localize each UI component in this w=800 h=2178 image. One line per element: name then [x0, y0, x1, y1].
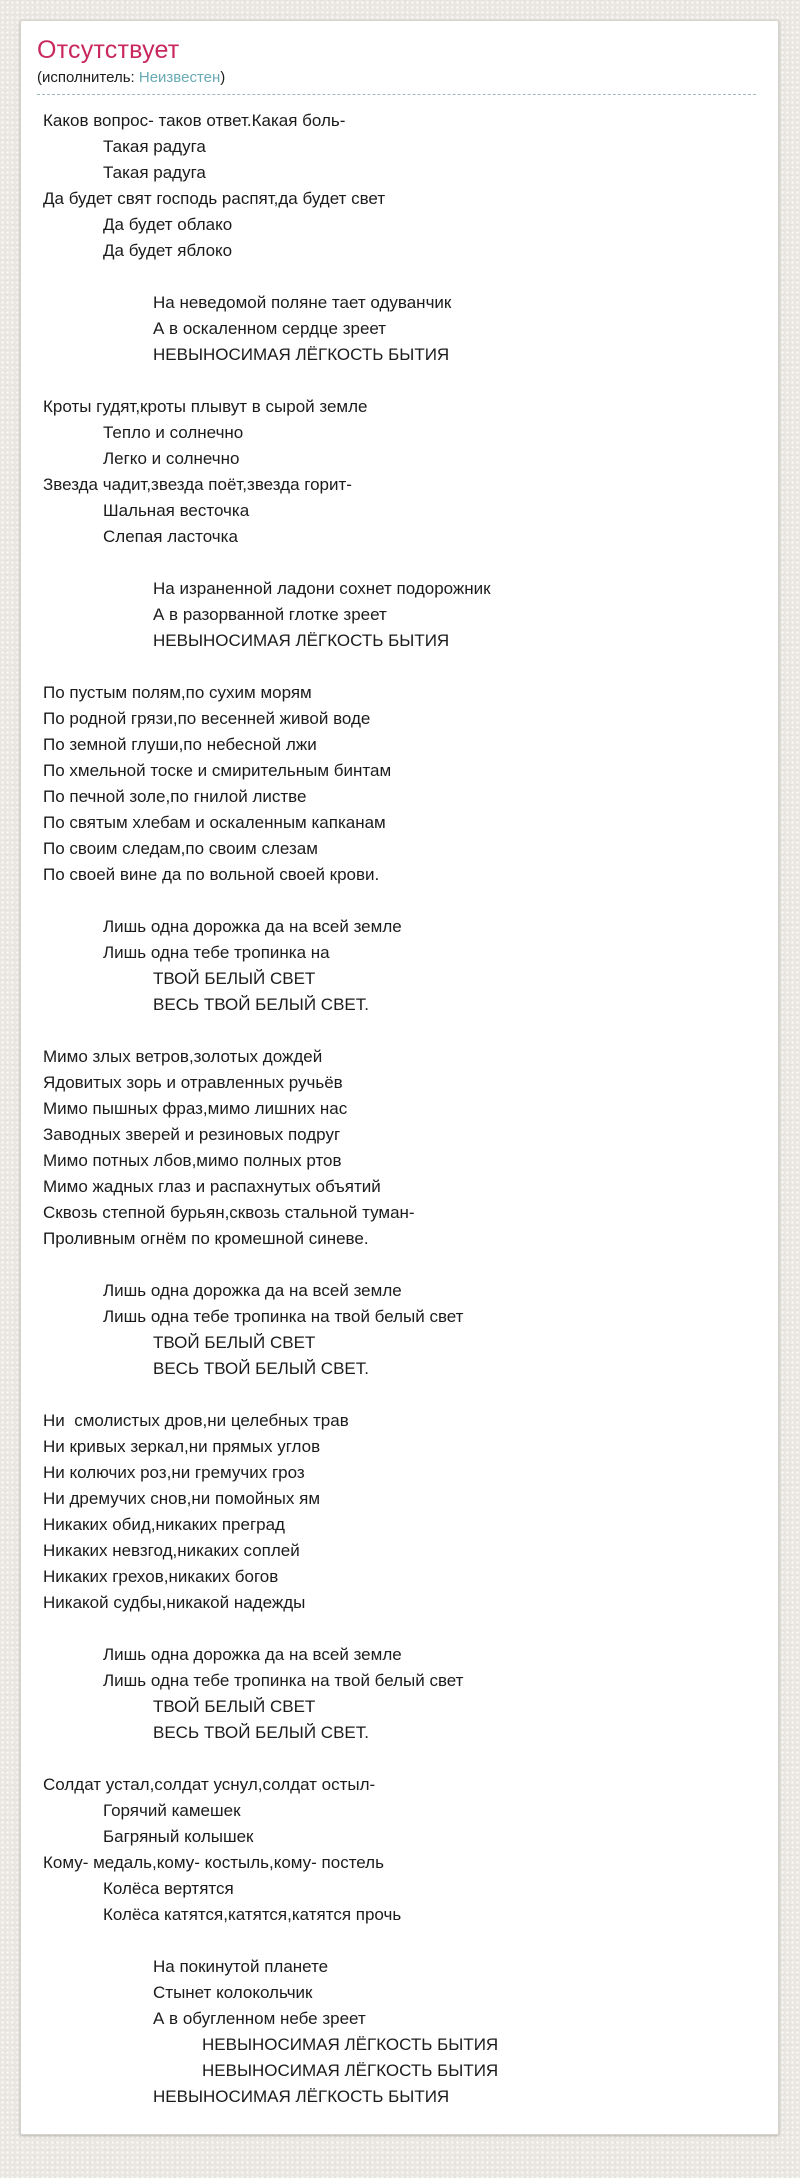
lyric-line: Звезда чадит,звезда поёт,звезда горит-: [43, 475, 352, 494]
lyric-line: Мимо жадных глаз и распахнутых объятий: [43, 1177, 381, 1196]
lyric-line: Кроты гудят,кроты плывут в сырой земле: [43, 397, 368, 416]
lyric-blank-line: [43, 368, 758, 394]
lyric-line: По пустым полям,по сухим морям: [43, 683, 312, 702]
lyric-blank-line: [43, 1616, 758, 1642]
lyric-line: Никаких грехов,никаких богов: [43, 1567, 279, 1586]
lyric-line: А в оскаленном сердце зреет: [153, 319, 387, 338]
lyric-line: ВЕСЬ ТВОЙ БЕЛЫЙ СВЕТ.: [153, 1723, 369, 1742]
lyric-line: ТВОЙ БЕЛЫЙ СВЕТ: [153, 1697, 316, 1716]
lyric-line: Лишь одна дорожка да на всей земле: [103, 1281, 402, 1300]
lyric-blank-line: [43, 1928, 758, 1954]
lyric-line: Багряный колышек: [103, 1827, 254, 1846]
lyric-line: На неведомой поляне тает одуванчик: [153, 293, 452, 312]
lyric-line: Ни кривых зеркал,ни прямых углов: [43, 1437, 321, 1456]
lyric-blank-line: [43, 1746, 758, 1772]
lyric-line: Да будет яблоко: [103, 241, 233, 260]
lyric-line: НЕВЫНОСИМАЯ ЛЁГКОСТЬ БЫТИЯ: [202, 2035, 499, 2054]
lyric-line: НЕВЫНОСИМАЯ ЛЁГКОСТЬ БЫТИЯ: [153, 345, 450, 364]
lyric-line: Лишь одна дорожка да на всей земле: [103, 1645, 402, 1664]
lyric-line: По своим следам,по своим слезам: [43, 839, 318, 858]
lyric-line: ТВОЙ БЕЛЫЙ СВЕТ: [153, 1333, 316, 1352]
lyric-line: Колёса катятся,катятся,катятся прочь: [103, 1905, 402, 1924]
lyric-line: По земной глуши,по небесной лжи: [43, 735, 317, 754]
lyric-line: НЕВЫНОСИМАЯ ЛЁГКОСТЬ БЫТИЯ: [153, 2087, 450, 2106]
lyric-line: НЕВЫНОСИМАЯ ЛЁГКОСТЬ БЫТИЯ: [202, 2061, 499, 2080]
artist-suffix: ): [220, 69, 226, 86]
lyric-line: Такая радуга: [103, 163, 206, 182]
lyric-line: Каков вопрос- таков ответ.Какая боль-: [43, 111, 346, 130]
lyric-line: По печной золе,по гнилой листве: [43, 787, 307, 806]
lyric-line: Колёса вертятся: [103, 1879, 234, 1898]
lyric-line: Кому- медаль,кому- костыль,кому- постель: [43, 1853, 384, 1872]
lyric-line: На израненной ладони сохнет подорожник: [153, 579, 491, 598]
lyric-line: Слепая ласточка: [103, 527, 238, 546]
lyric-line: А в разорванной глотке зреет: [153, 605, 387, 624]
lyric-line: Да будет облако: [103, 215, 233, 234]
header: [37, 35, 756, 95]
lyric-line: Лишь одна тебе тропинка на твой белый свет: [103, 1671, 464, 1690]
lyric-line: По родной грязи,по весенней живой воде: [43, 709, 371, 728]
lyric-line: Шальная весточка: [103, 501, 250, 520]
lyric-line: ТВОЙ БЕЛЫЙ СВЕТ: [153, 969, 316, 988]
lyric-line: Солдат устал,солдат уснул,солдат остыл-: [43, 1775, 376, 1794]
lyric-blank-line: [43, 654, 758, 680]
lyric-line: Лишь одна дорожка да на всей земле: [103, 917, 402, 936]
artist-link[interactable]: Неизвестен: [138, 69, 221, 86]
lyric-line: По святым хлебам и оскаленным капканам: [43, 813, 386, 832]
lyric-blank-line: [43, 1018, 758, 1044]
lyric-line: Лишь одна тебе тропинка на: [103, 943, 330, 962]
lyric-line: Никаких невзгод,никаких соплей: [43, 1541, 300, 1560]
content-card: [20, 20, 779, 2135]
lyric-line: Стынет колокольчик: [153, 1983, 313, 2002]
lyric-line: Легко и солнечно: [103, 449, 240, 468]
lyric-line: Мимо потных лбов,мимо полных ртов: [43, 1151, 342, 1170]
lyric-line: Заводных зверей и резиновых подруг: [43, 1125, 341, 1144]
artist-line: [37, 68, 756, 87]
lyric-blank-line: [43, 888, 758, 914]
lyric-line: Никаких обид,никаких преград: [43, 1515, 285, 1534]
lyric-line: Лишь одна тебе тропинка на твой белый свет: [103, 1307, 464, 1326]
lyric-line: Проливным огнём по кромешной синеве.: [43, 1229, 369, 1248]
lyric-line: Мимо пышных фраз,мимо лишних нас: [43, 1099, 348, 1118]
lyric-line: Ни дремучих снов,ни помойных ям: [43, 1489, 321, 1508]
lyric-line: Ни смолистых дров,ни целебных трав: [43, 1411, 349, 1430]
lyric-line: ВЕСЬ ТВОЙ БЕЛЫЙ СВЕТ.: [153, 1359, 369, 1378]
lyric-line: Да будет свят господь распят,да будет свет: [43, 189, 386, 208]
lyric-line: НЕВЫНОСИМАЯ ЛЁГКОСТЬ БЫТИЯ: [153, 631, 450, 650]
lyric-line: По хмельной тоске и смирительным бинтам: [43, 761, 392, 780]
lyric-line: Сквозь степной бурьян,сквозь стальной туман-: [43, 1203, 415, 1222]
lyric-line: Такая радуга: [103, 137, 206, 156]
page-background: [0, 20, 800, 2178]
lyric-line: Никакой судбы,никакой надежды: [43, 1593, 306, 1612]
lyric-line: А в обугленном небе зреет: [153, 2009, 366, 2028]
lyric-blank-line: [43, 550, 758, 576]
lyric-line: Мимо злых ветров,золотых дождей: [43, 1047, 323, 1066]
lyric-blank-line: [43, 264, 758, 290]
lyric-line: ВЕСЬ ТВОЙ БЕЛЫЙ СВЕТ.: [153, 995, 369, 1014]
artist-label: (исполнитель:: [37, 69, 139, 86]
lyric-line: По своей вине да по вольной своей крови.: [43, 865, 380, 884]
lyric-line: На покинутой планете: [153, 1957, 329, 1976]
page-title: Отсутствует: [37, 36, 180, 64]
lyric-blank-line: [43, 1382, 758, 1408]
lyric-line: Ядовитых зорь и отравленных ручьёв: [43, 1073, 343, 1092]
lyric-line: Горячий камешек: [103, 1801, 241, 1820]
lyric-line: Тепло и солнечно: [103, 423, 244, 442]
lyric-blank-line: [43, 1252, 758, 1278]
lyric-line: Ни колючих роз,ни гремучих гроз: [43, 1463, 305, 1482]
lyrics: [37, 108, 758, 2110]
